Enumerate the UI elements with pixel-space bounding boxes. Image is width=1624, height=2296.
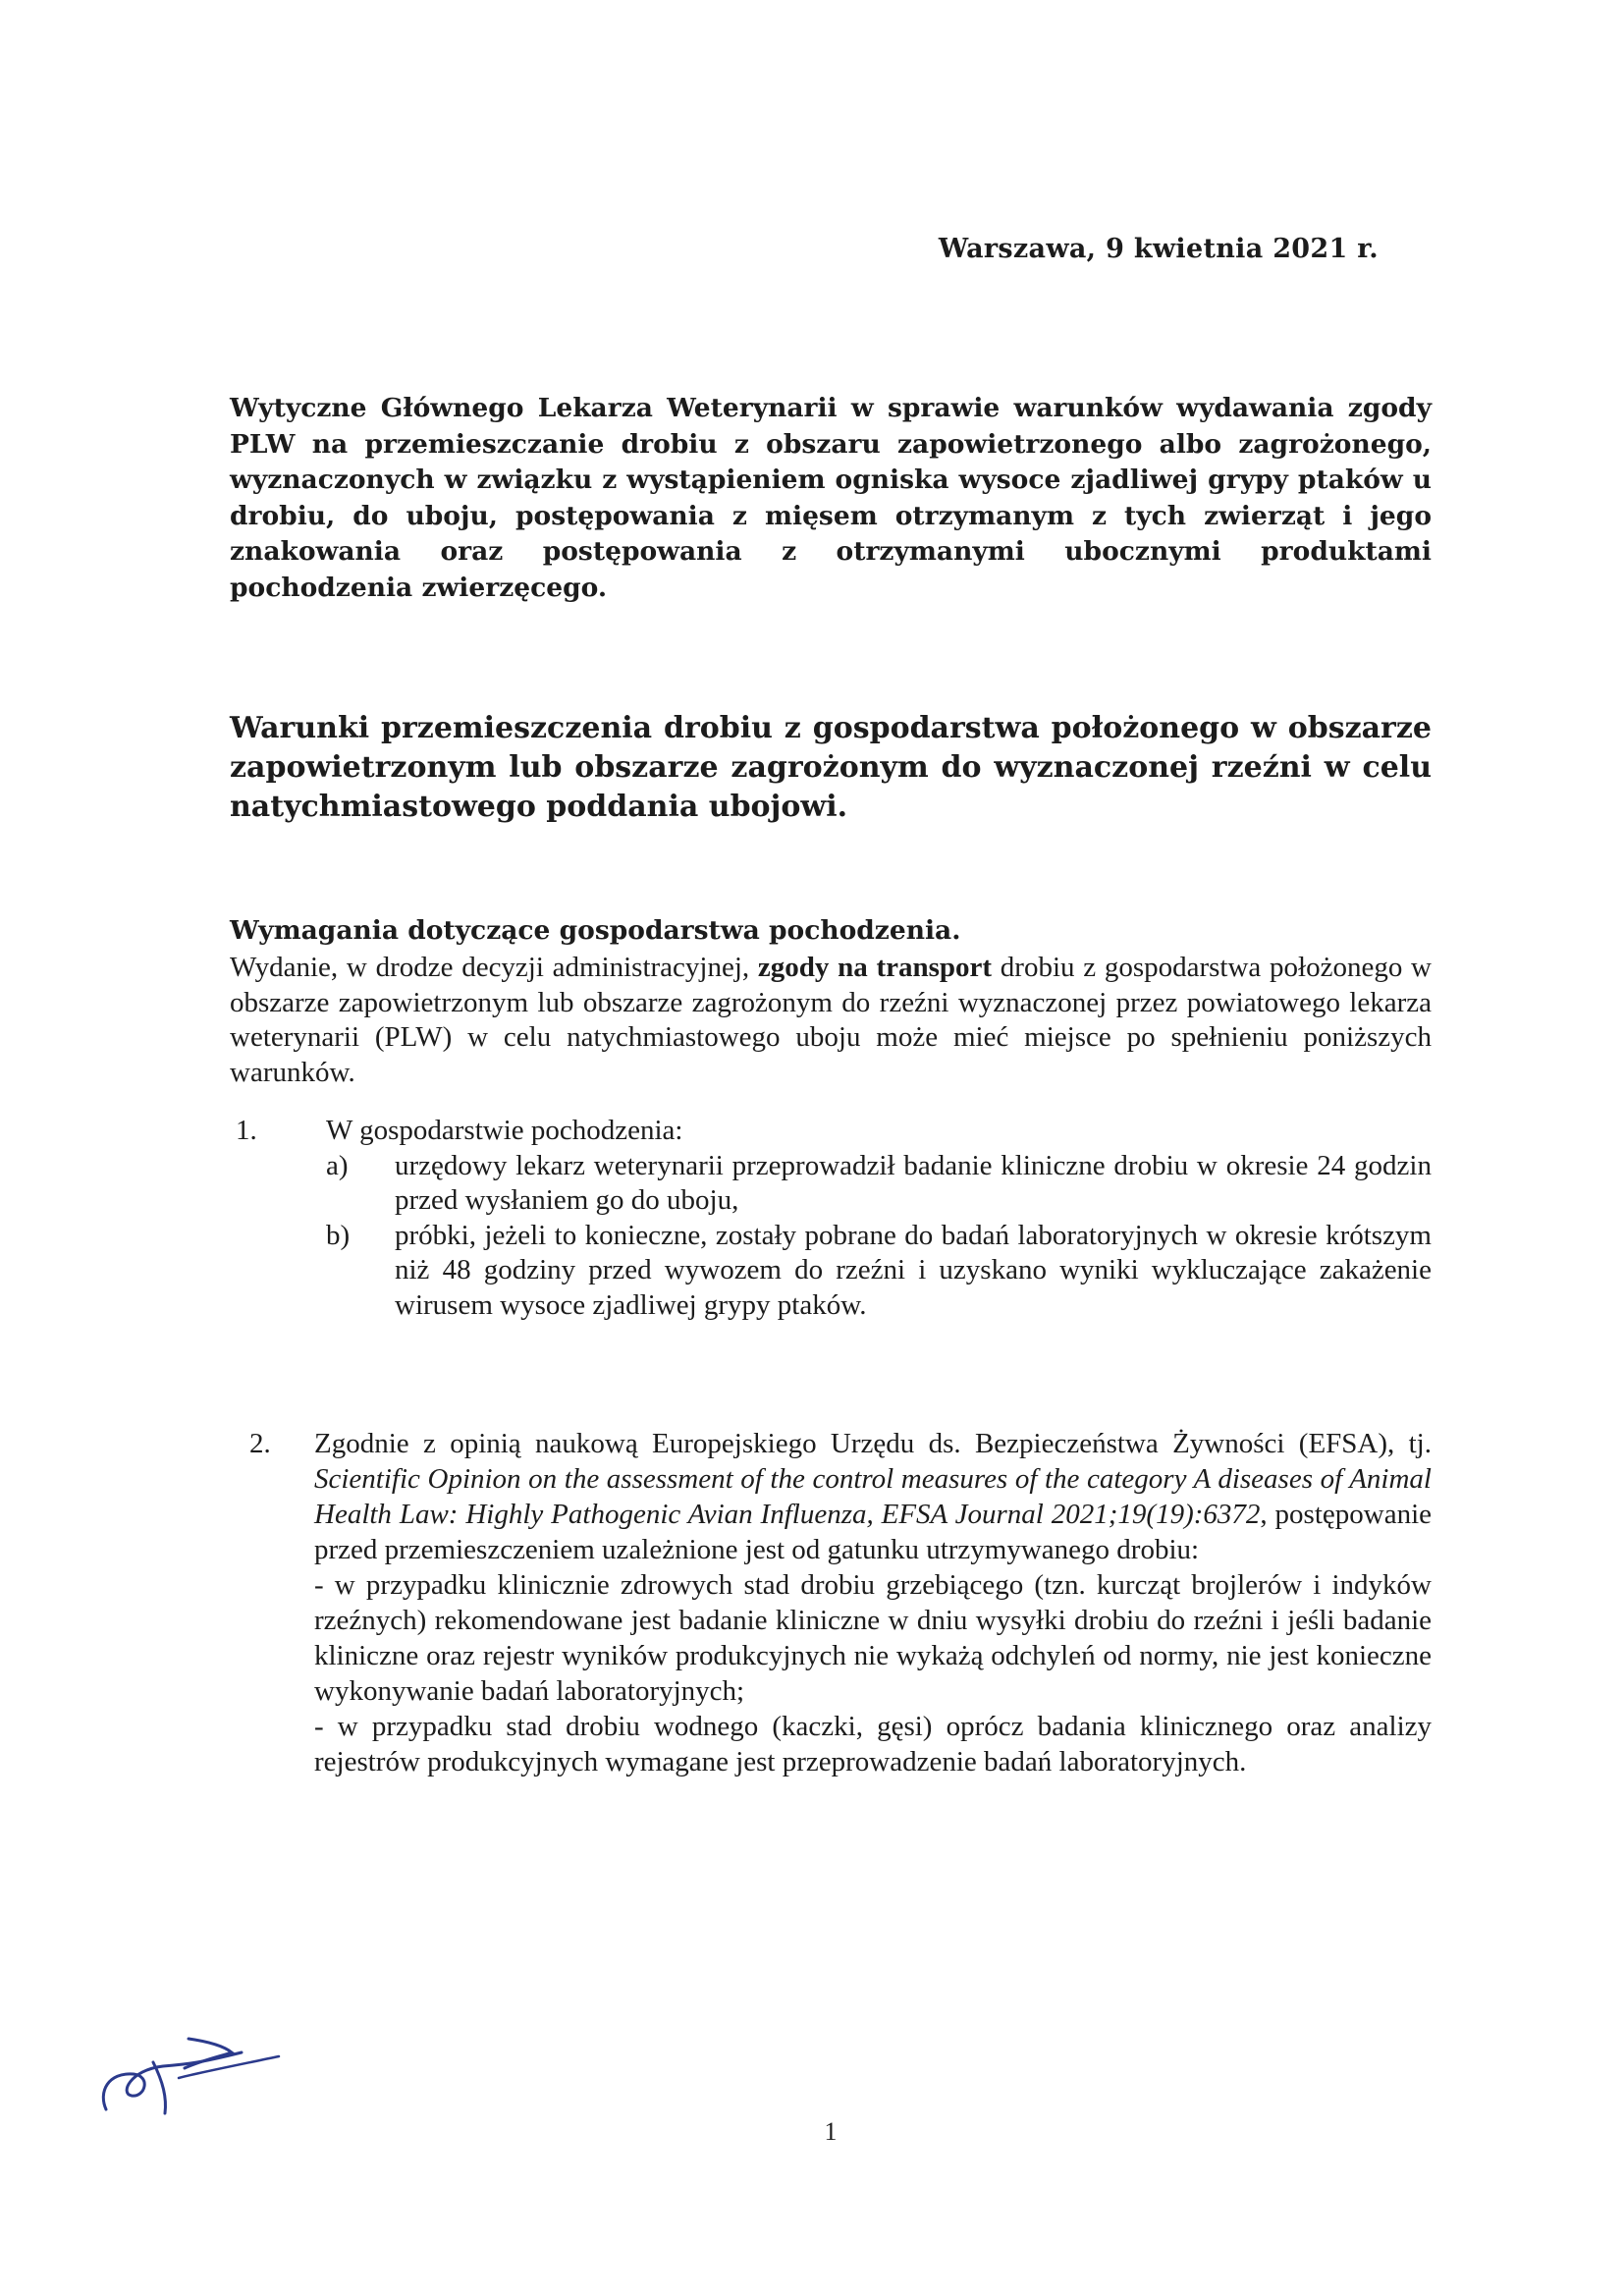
intro-text-bold: zgody na transport bbox=[757, 952, 993, 983]
list-item-2 bbox=[230, 1426, 1432, 1779]
bullet-poultry-gallinaceous: - w przypadku klinicznie zdrowych stad drobiu grzebiącego (tzn. kurcząt brojlerów i indyków rzeźnych) rekomendowane jest badanie kliniczne w dniu wysyłki drobiu do rzeźni i jeśli badanie kliniczne oraz rejestr wyników produkcyjnych nie wykażą odchyleń od normy, nie jest konieczne wykonywanie badań laboratoryjnych; bbox=[314, 1569, 1432, 1707]
sub-item-a bbox=[326, 1149, 1432, 1219]
sub-item-b-text: próbki, jeżeli to konieczne, zostały pobrane do badań laboratoryjnych w okresie krótszym niż 48 godziny przed wywozem do rzeźni i uzyskano wyniki wykluczające zakażenie wirusem wysoce zjadliwej grypy ptaków. bbox=[395, 1219, 1432, 1321]
document-title: Wytyczne Głównego Lekarza Weterynarii w sprawie warunków wydawania zgody PLW na przemieszczanie drobiu z obszaru zapowietrzonego albo zagrożonego, wyznaczonych w związku z wystąpieniem ogniska wysoce zjadliwej grypy ptaków u drobiu, do uboju, postępowania z mięsem otrzymanym z tych zwierząt i jego znakowania oraz postępowania z otrzymanymi ubocznymi produktami pochodzenia zwierzęcego. bbox=[230, 393, 1432, 603]
list-item-1-row bbox=[230, 1114, 1432, 1149]
list-item-1 bbox=[230, 1114, 1432, 1323]
sub-item-a-text: urzędowy lekarz weterynarii przeprowadził badanie kliniczne drobiu w okresie 24 godzin przed wysłaniem go do uboju, bbox=[395, 1149, 1432, 1216]
sub-item-a-letter: a) bbox=[326, 1149, 349, 1181]
sub-item-b-letter: b) bbox=[326, 1219, 351, 1251]
section-heading: Wymagania dotyczące gospodarstwa pochodzenia. bbox=[230, 915, 961, 946]
document-subtitle: Warunki przemieszczenia drobiu z gospodarstwa położonego w obszarze zapowietrzonym lub obszarze zagrożonym do wyznaczonej rzeźni w celu natychmiastowego poddania ubojowi. bbox=[230, 711, 1432, 824]
document-date: Warszawa, 9 kwietnia 2021 r. bbox=[938, 234, 1379, 264]
page-number: 1 bbox=[824, 2117, 838, 2146]
list-item-1-number: 1. bbox=[236, 1115, 257, 1146]
intro-paragraph bbox=[230, 951, 1432, 1090]
bullet-poultry-waterfowl: - w przypadku stad drobiu wodnego (kaczki, gęsi) oprócz badania klinicznego oraz analizy rejestrów produkcyjnych wymagane jest przeprowadzenie badań laboratoryjnych. bbox=[314, 1711, 1432, 1777]
sub-item-b bbox=[326, 1219, 1432, 1324]
signature-icon bbox=[94, 2023, 300, 2131]
list-item-2-tail: , postępowanie przed przemieszczeniem uzależnione jest od gatunku utrzymywanego drobiu: bbox=[314, 1499, 1432, 1565]
list-item-1-text: W gospodarstwie pochodzenia: bbox=[326, 1115, 683, 1146]
efsa-citation: Scientific Opinion on the assessment of the control measures of the category A diseases of Animal Health Law: Highly Pathogenic Avian Influenza, EFSA Journal 2021;19(19):6372 bbox=[314, 1463, 1432, 1530]
list-item-2-lead: Zgodnie z opinią naukową Europejskiego Urzędu ds. Bezpieczeństwa Żywności (EFSA), tj. bbox=[314, 1428, 1432, 1459]
list-item-2-body bbox=[314, 1426, 1432, 1779]
intro-text-part1: Wydanie, w drodze decyzji administracyjnej, bbox=[230, 952, 758, 983]
list-item-2-number: 2. bbox=[249, 1428, 271, 1459]
intro-text-part2: drobiu z gospodarstwa położonego w obszarze zapowietrzonym lub obszarze zagrożonym do rzeźni wyznaczonej przez powiatowego lekarza weterynarii (PLW) w celu natychmiastowego uboju może mieć miejsce po spełnieniu poniższych warunków. bbox=[230, 952, 1432, 1088]
